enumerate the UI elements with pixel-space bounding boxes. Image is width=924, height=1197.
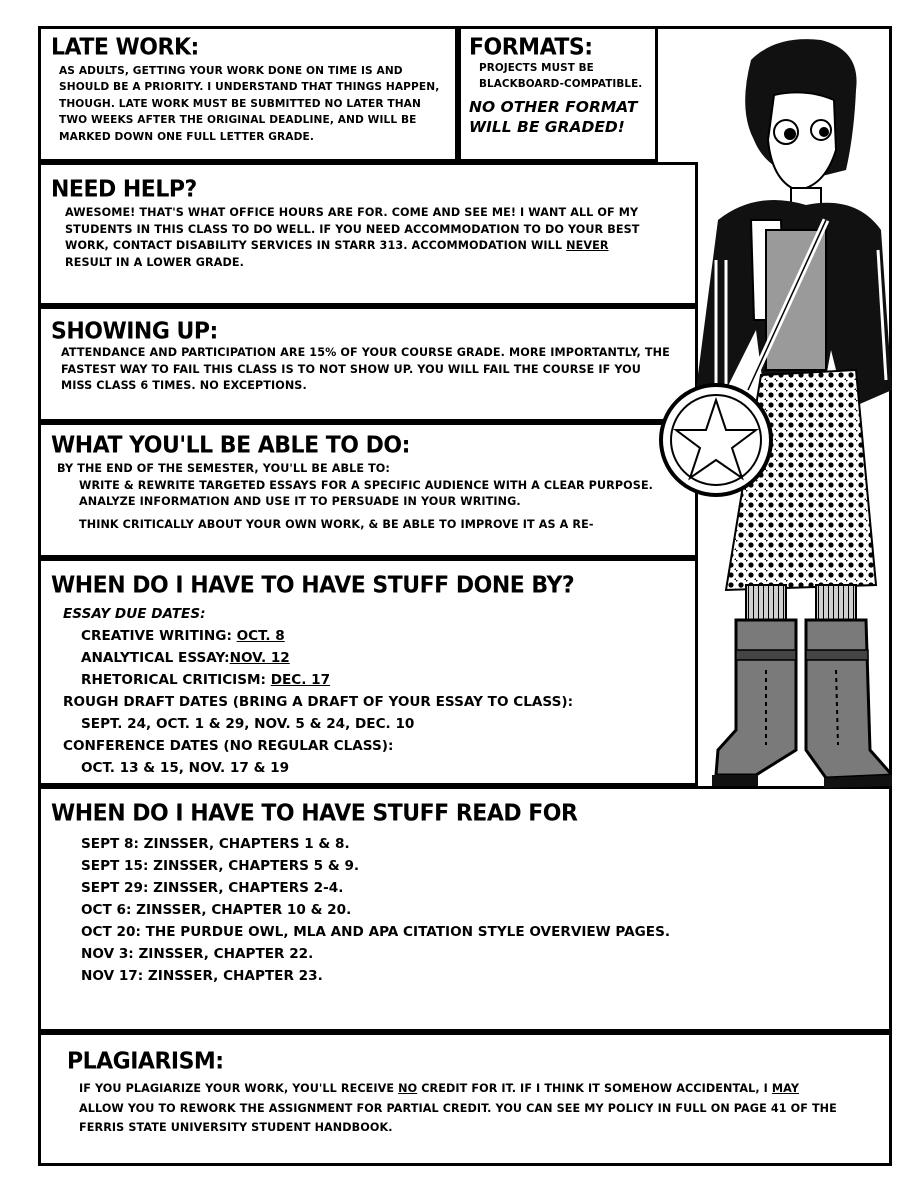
need-help-heading: NEED HELP? [51, 176, 197, 203]
formats-body: PROJECTS MUST BE BLACKBOARD-COMPATIBLE. [479, 62, 643, 90]
late-work-heading: LATE WORK: [51, 34, 199, 61]
showing-up-panel [38, 306, 698, 422]
list-item: ANALYZE INFORMATION AND USE IT TO PERSUADE IN YOUR WRITING. [79, 495, 521, 509]
character-illustration [656, 30, 892, 790]
essay-date: DEC. 17 [270, 672, 331, 689]
formats-warning: NO OTHER FORMAT WILL BE GRADED! [469, 98, 638, 137]
character-drawing [656, 30, 892, 790]
reading-list [51, 833, 879, 987]
essay-item: CREATIVE WRITING: OCT. 8 [81, 628, 285, 645]
list-item: THINK CRITICALLY ABOUT YOUR OWN WORK, & BE ABLE TO IMPROVE IT AS A RE- [79, 517, 594, 531]
need-help-body: AWESOME! THAT'S WHAT OFFICE HOURS ARE FOR. COME AND SEE ME! I WANT ALL OF MY STUDENTS IN THIS CLASS TO DO WELL. IF YOU NEED ACCOMMODATION TO DO YOUR BEST WORK, CONTACT DISABILITY SERVICES IN STARR 313. ACCOMMODATION WILL NEVER RESULT IN A LOWER GRADE. [65, 206, 640, 269]
formats-heading: FORMATS: [469, 34, 593, 61]
conference-dates: OCT. 13 & 15, NOV. 17 & 19 [81, 760, 290, 777]
plagiarism-heading: PLAGIARISM: [67, 1048, 224, 1075]
rough-draft-dates: SEPT. 24, OCT. 1 & 29, NOV. 5 & 24, DEC. 10 [81, 716, 415, 733]
list-item: NOV 17: ZINSSER, CHAPTER 23. [81, 968, 323, 985]
rough-draft-label: ROUGH DRAFT DATES (BRING A DRAFT OF YOUR ESSAY TO CLASS): [63, 694, 574, 711]
formats-panel [458, 26, 658, 162]
read-for-panel [38, 786, 892, 1032]
done-by-panel [38, 558, 698, 786]
done-by-heading: WHEN DO I HAVE TO HAVE STUFF DONE BY? [51, 572, 575, 599]
late-work-panel [38, 26, 458, 162]
essay-item: RHETORICAL CRITICISM: DEC. 17 [81, 672, 331, 689]
plagiarism-panel [38, 1032, 892, 1166]
list-item: SEPT 15: ZINSSER, CHAPTERS 5 & 9. [81, 858, 360, 875]
list-item: WRITE & REWRITE TARGETED ESSAYS FOR A SPECIFIC AUDIENCE WITH A CLEAR PURPOSE. [79, 478, 654, 492]
essay-date: OCT. 8 [236, 628, 285, 645]
conference-label: CONFERENCE DATES (NO REGULAR CLASS): [63, 738, 394, 755]
essay-list [51, 625, 685, 691]
essay-due-label: ESSAY DUE DATES: [63, 606, 206, 622]
never-emphasis: NEVER [566, 239, 609, 253]
essay-item: ANALYTICAL ESSAY:NOV. 12 [81, 650, 290, 667]
list-item: OCT 20: THE PURDUE OWL, MLA AND APA CITATION STYLE OVERVIEW PAGES. [81, 924, 671, 941]
list-item: NOV 3: ZINSSER, CHAPTER 22. [81, 946, 314, 963]
able-to-do-panel [38, 422, 698, 558]
essay-date: NOV. 12 [229, 650, 290, 667]
may-emphasis: MAY [771, 1082, 800, 1095]
read-for-heading: WHEN DO I HAVE TO HAVE STUFF READ FOR [51, 800, 578, 827]
able-to-do-heading: WHAT YOU'LL BE ABLE TO DO: [51, 432, 410, 459]
showing-up-body: ATTENDANCE AND PARTICIPATION ARE 15% OF YOUR COURSE GRADE. MORE IMPORTANTLY, THE FASTEST WAY TO FAIL THIS CLASS IS TO NOT SHOW UP. YOU WILL FAIL THE COURSE IF YOU MISS CLASS 6 TIMES. NO EXCEPTIONS. [61, 346, 670, 393]
able-to-do-list [51, 478, 685, 534]
list-item: OCT 6: ZINSSER, CHAPTER 10 & 20. [81, 902, 352, 919]
late-work-body: AS ADULTS, GETTING YOUR WORK DONE ON TIME IS AND SHOULD BE A PRIORITY. I UNDERSTAND THAT THINGS HAPPEN, THOUGH. LATE WORK MUST BE SUBMITTED NO LATER THAN TWO WEEKS AFTER THE ORIGINAL DEADLINE, AND WILL BE MARKED DOWN ONE FULL LETTER GRADE. [59, 65, 440, 143]
able-to-do-intro: BY THE END OF THE SEMESTER, YOU'LL BE ABLE TO: [57, 462, 390, 475]
showing-up-heading: SHOWING UP: [51, 318, 218, 345]
plagiarism-body: IF YOU PLAGIARIZE YOUR WORK, YOU'LL RECEIVE NO CREDIT FOR IT. IF I THINK IT SOMEHOW ACCIDENTAL, I MAY ALLOW YOU TO REWORK THE ASSIGNMENT FOR PARTIAL CREDIT. YOU CAN SEE MY POLICY IN FULL ON PAGE 41 OF THE FERRIS STATE UNIVERSITY STUDENT HANDBOOK. [79, 1082, 837, 1135]
list-item: SEPT 8: ZINSSER, CHAPTERS 1 & 8. [81, 836, 350, 852]
no-emphasis: NO [398, 1082, 418, 1095]
need-help-panel [38, 162, 698, 306]
list-item: SEPT 29: ZINSSER, CHAPTERS 2-4. [81, 880, 344, 897]
